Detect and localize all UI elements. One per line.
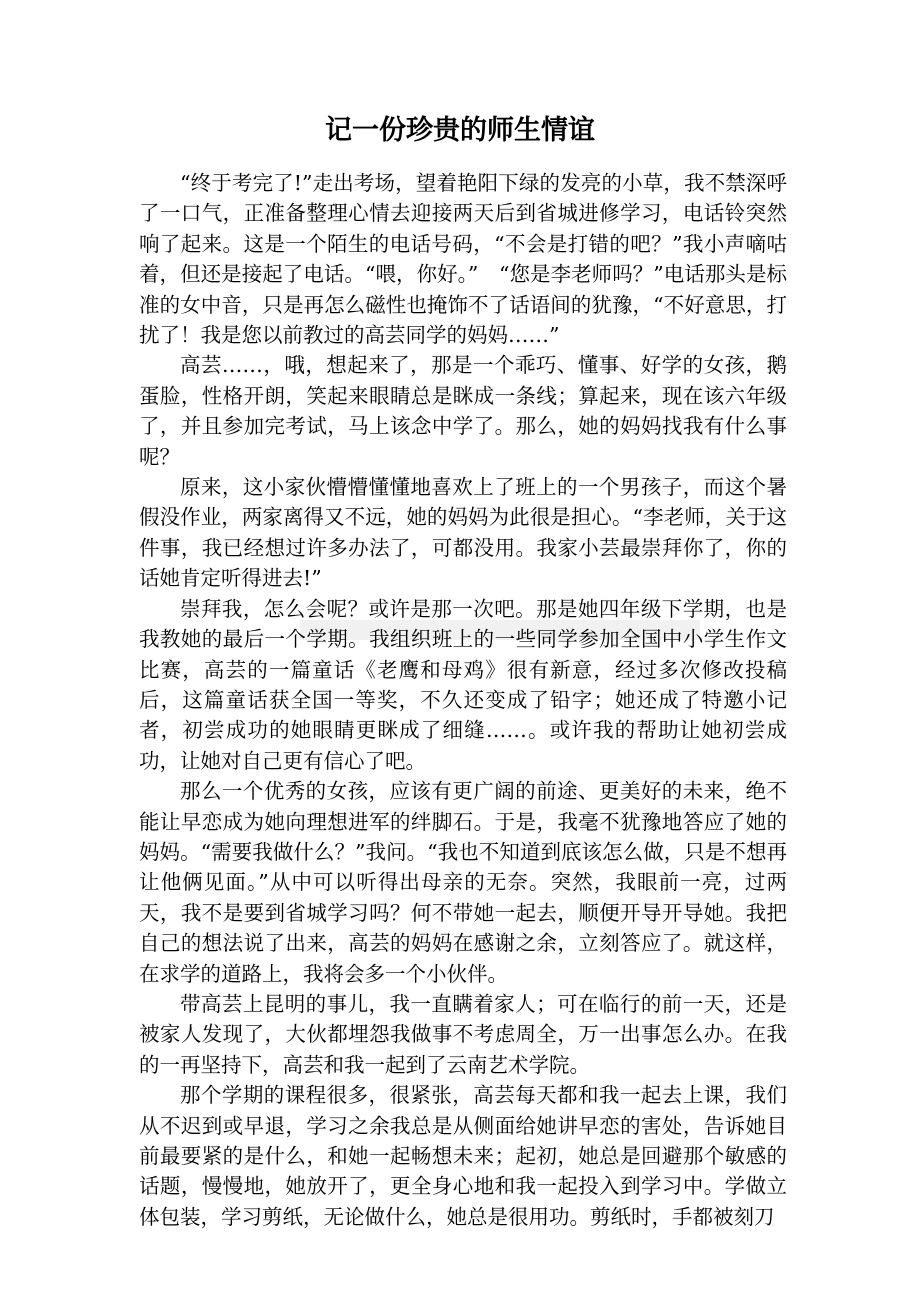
paragraph: 那个学期的课程很多，很紧张，高芸每天都和我一起去上课，我们从不迟到或早退，学习之余我总是从侧面给她讲早恋的害处，告诉她目前最要紧的是什么，和她一起畅想未来；起初，她总是回避那个敏感的话题，慢慢地，她放开了，更全身心地和我一起投入到学习中。学做立体包装，学习剪纸，无论做什么，她总是很用功。剪纸时，手都被刻刀 xyxy=(139,1083,787,1229)
document-body xyxy=(139,168,787,1232)
document-title: 记一份珍贵的师生情谊 xyxy=(325,115,595,146)
paragraph: 高芸……，哦，想起来了，那是一个乖巧、懂事、好学的女孩，鹅蛋脸，性格开朗，笑起来眼睛总是眯成一条线；算起来，现在该六年级了，并且参加完考试，马上该念中学了。那么，她的妈妈找我有什么事呢？ xyxy=(139,353,787,469)
paragraph: 那么一个优秀的女孩，应该有更广阔的前途、更美好的未来，绝不能让早恋成为她向理想进军的绊脚石。于是，我毫不犹豫地答应了她的妈妈。“需要我做什么？”我问。“我也不知道到底该怎么做，只是不想再让他俩见面。”从中可以听得出母亲的无奈。突然，我眼前一亮，过两天，我不是要到省城学习吗？何不带她一起去，顺便开导开导她。我把自己的想法说了出来，高芸的妈妈在感谢之余，立刻答应了。就这样，在求学的道路上，我将会多一个小伙伴。 xyxy=(139,779,787,986)
paragraph: 带高芸上昆明的事儿，我一直瞒着家人；可在临行的前一天，还是被家人发现了，大伙都埋怨我做事不考虑周全，万一出事怎么办。在我的一再坚持下，高芸和我一起到了云南艺术学院。 xyxy=(139,991,787,1077)
paragraph: “终于考完了!”走出考场，望着艳阳下绿的发亮的小草，我不禁深呼了一口气，正准备整理心情去迎接两天后到省城进修学习，电话铃突然响了起来。这是一个陌生的电话号码，“不会是打错的吧？”我小声嘀咕着，但还是接起了电话。“喂，你好。” “您是李老师吗？”电话那头是标准的女中音，只是再怎么磁性也掩饰不了话语间的犹豫，“不好意思，打扰了！我是您以前教过的高芸同学的妈妈……” xyxy=(139,171,787,348)
paragraph: 崇拜我，怎么会呢？或许是那一次吧。那是她四年级下学期，也是我教她的最后一个学期。我组织班上的一些同学参加全国中小学生作文比赛，高芸的一篇童话《老鹰和母鸡》很有新意，经过多次修改投稿后，这篇童话获全国一等奖，不久还变成了铅字；她还成了特邀小记者，初尝成功的她眼睛更眯成了细缝……。或许我的帮助让她初尝成功，让她对自己更有信心了吧。 xyxy=(139,596,787,773)
paragraph: 原来，这小家伙懵懵懂懂地喜欢上了班上的一个男孩子，而这个暑假没作业，两家离得又不远，她的妈妈为此很是担心。“李老师，关于这件事，我已经想过许多办法了，可都没用。我家小芸最崇拜你了，你的话她肯定听得进去!” xyxy=(139,475,787,591)
